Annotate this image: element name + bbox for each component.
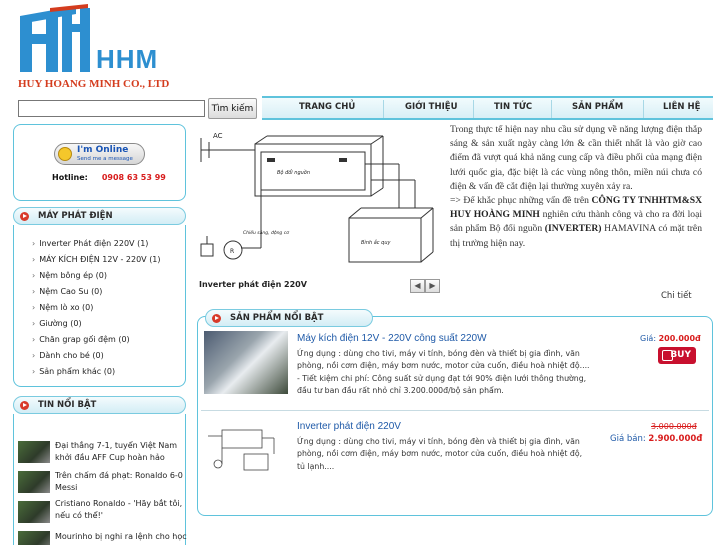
slider-caption: Inverter phát điện 220V xyxy=(199,280,307,289)
news-item[interactable]: Mourinho bị nghi ra lệnh cho học xyxy=(55,532,187,541)
menu-item-home[interactable]: TRANG CHỦ xyxy=(299,102,356,112)
category-item[interactable]: › Inverter Phát điện 220V (1) xyxy=(32,239,148,248)
category-heading-text: MÁY PHÁT ĐIỆN xyxy=(38,211,113,221)
slider-prev-button[interactable]: ◀ xyxy=(410,279,425,293)
online-subtitle: Send me a message xyxy=(77,156,133,162)
price-value: 200.000đ xyxy=(658,334,701,343)
intro-product-name: (INVERTER) xyxy=(544,223,602,235)
arrow-bullet-icon xyxy=(20,212,29,221)
price-label: Giá bán: xyxy=(610,434,646,444)
intro-paragraph-2 xyxy=(450,194,702,251)
menu-separator xyxy=(551,100,552,118)
inverter-wiring-diagram[interactable] xyxy=(199,128,444,276)
category-heading xyxy=(13,207,186,225)
indicator-light xyxy=(267,158,275,162)
product-image[interactable] xyxy=(204,420,288,483)
hotline xyxy=(52,173,166,182)
yahoo-online-button[interactable] xyxy=(54,143,145,165)
diagram-label-r: R xyxy=(230,248,235,255)
intro-p2-mid: nghiên cứu thành công và cho ra đời loại sản phẩm Bộ đổi nguồn xyxy=(450,209,702,235)
category-item[interactable]: › Chăn grap gối đệm (0) xyxy=(32,335,130,344)
divider xyxy=(201,410,709,411)
intro-p2-suffix: HAMAVINA có mặt trên thị trường hiện nay. xyxy=(450,223,702,249)
news-thumbnail[interactable] xyxy=(18,471,50,493)
product-description: Ứng dụng : dùng cho tivi, máy vi tính, bóng đèn và thiết bị gia đình, văn phòng, nồi cơm điện, máy bơm nước, motor cửa cuốn, điều hoà nhiệt độ, tủ lạnh.... xyxy=(297,437,583,471)
category-item[interactable]: › Sản phẩm khác (0) xyxy=(32,367,115,376)
main-menu xyxy=(262,96,713,120)
product-title[interactable]: Inverter phát điện 220V xyxy=(297,421,401,432)
intro-text xyxy=(450,123,702,251)
diagram-label-ac: AC xyxy=(213,132,223,140)
diagram-label-inverter: Bộ đổi nguồn xyxy=(277,170,311,176)
price-value: 2.900.000đ xyxy=(648,434,703,444)
news-item[interactable]: Trên chấm đá phạt: Ronaldo 6-0 Messi xyxy=(55,471,183,492)
product-image[interactable] xyxy=(204,331,288,394)
logo-hhm-text: HHM xyxy=(96,44,159,74)
category-item[interactable]: › Nệm lò xo (0) xyxy=(32,303,93,312)
search-button[interactable]: Tìm kiếm xyxy=(208,98,257,119)
news-thumbnail[interactable] xyxy=(18,441,50,463)
menu-item-contact[interactable]: LIÊN HỆ xyxy=(663,102,701,112)
indicator-light xyxy=(339,158,347,162)
category-item[interactable]: › Nệm Cao Su (0) xyxy=(32,287,102,296)
news-item[interactable]: Đại thắng 7-1, tuyển Việt Nam khởi đầu AFF Cup hoàn hảo xyxy=(55,441,178,462)
slider-next-button[interactable]: ▶ xyxy=(425,279,440,293)
product-price xyxy=(610,434,702,444)
news-panel xyxy=(13,414,186,545)
product-title[interactable]: Máy kích điện 12V - 220V công suất 220W xyxy=(297,333,487,344)
detail-link[interactable]: Chi tiết xyxy=(661,291,692,301)
news-heading xyxy=(13,396,186,414)
smiley-icon xyxy=(58,147,72,161)
category-panel xyxy=(13,225,186,387)
category-item[interactable]: › Dành cho bé (0) xyxy=(32,351,104,360)
category-item[interactable]: › MÁY KÍCH ĐIỆN 12V - 220V (1) xyxy=(32,255,161,264)
featured-heading-text: SẢN PHẨM NỔI BẬT xyxy=(230,313,324,323)
intro-company-name: CÔNG TY TNHHTM&SX HUY HOÀNG MINH xyxy=(450,195,702,221)
search-input[interactable] xyxy=(18,100,205,117)
category-item[interactable]: › Nệm bông ép (0) xyxy=(32,271,107,280)
product-description: Ứng dụng : dùng cho tivi, máy vi tính, bóng đèn và thiết bị gia đình, văn phòng, nồi cơm điện, máy bơm nước, motor cửa cuốn, điều hoà nhiệt độ.... - Tiết kiệm chi phí: Công suất sử dụng đạt tới 90% điện lưới thông thường, đầu tư ban đầu rất nhỏ chỉ 3.200.000đ/bộ sản phẩm. xyxy=(297,349,590,396)
menu-item-news[interactable]: TIN TỨC xyxy=(494,102,533,112)
featured-heading xyxy=(205,309,373,327)
buy-button[interactable]: BUY xyxy=(658,347,696,364)
arrow-bullet-icon xyxy=(212,314,221,323)
menu-item-about[interactable]: GIỚI THIỆU xyxy=(405,102,458,112)
hotline-label: Hotline: xyxy=(52,173,88,182)
diagram-label-load: Chiếu sáng, động cơ xyxy=(243,231,289,236)
product-price xyxy=(640,334,701,343)
old-price: 3.000.000đ xyxy=(651,422,697,431)
diagram-label-battery: Bình ắc quy xyxy=(361,240,391,246)
news-thumbnail[interactable] xyxy=(18,531,50,545)
company-name: HUY HOANG MINH CO., LTD xyxy=(18,78,170,90)
online-status: I'm Online xyxy=(77,145,129,155)
menu-item-products[interactable]: SẢN PHẨM xyxy=(572,102,624,112)
menu-separator xyxy=(643,100,644,118)
news-heading-text: TIN NỔI BẬT xyxy=(38,400,97,410)
category-item[interactable]: › Giường (0) xyxy=(32,319,82,328)
company-logo[interactable] xyxy=(16,4,170,92)
price-label: Giá: xyxy=(640,334,657,343)
news-item[interactable]: Cristiano Ronaldo - 'Hãy bắt tôi, nếu có thể!' xyxy=(55,499,183,520)
arrow-bullet-icon xyxy=(20,401,29,410)
hotline-number[interactable]: 0908 63 53 99 xyxy=(101,173,166,182)
hhm-logo-mark xyxy=(16,4,94,74)
intro-p2-prefix: => Để khắc phục những vấn đề trên xyxy=(450,195,592,207)
intro-paragraph-1: Trong thực tế hiện nay nhu cầu sử dụng về năng lượng điện thắp sáng & sản xuất ngày càng lớn & cần thiết nhất là vào giờ cao điểm đã vượt quá khả năng cung cấp và điều phối của mạng điện lưới quốc gia, đặc biệt là các vùng nông thôn, miền núi chưa có điện & vấn đề cắt điện lại thường xuyên xảy ra. xyxy=(450,124,702,192)
support-box xyxy=(13,124,186,201)
menu-separator xyxy=(383,100,384,118)
menu-separator xyxy=(473,100,474,118)
news-thumbnail[interactable] xyxy=(18,501,50,523)
